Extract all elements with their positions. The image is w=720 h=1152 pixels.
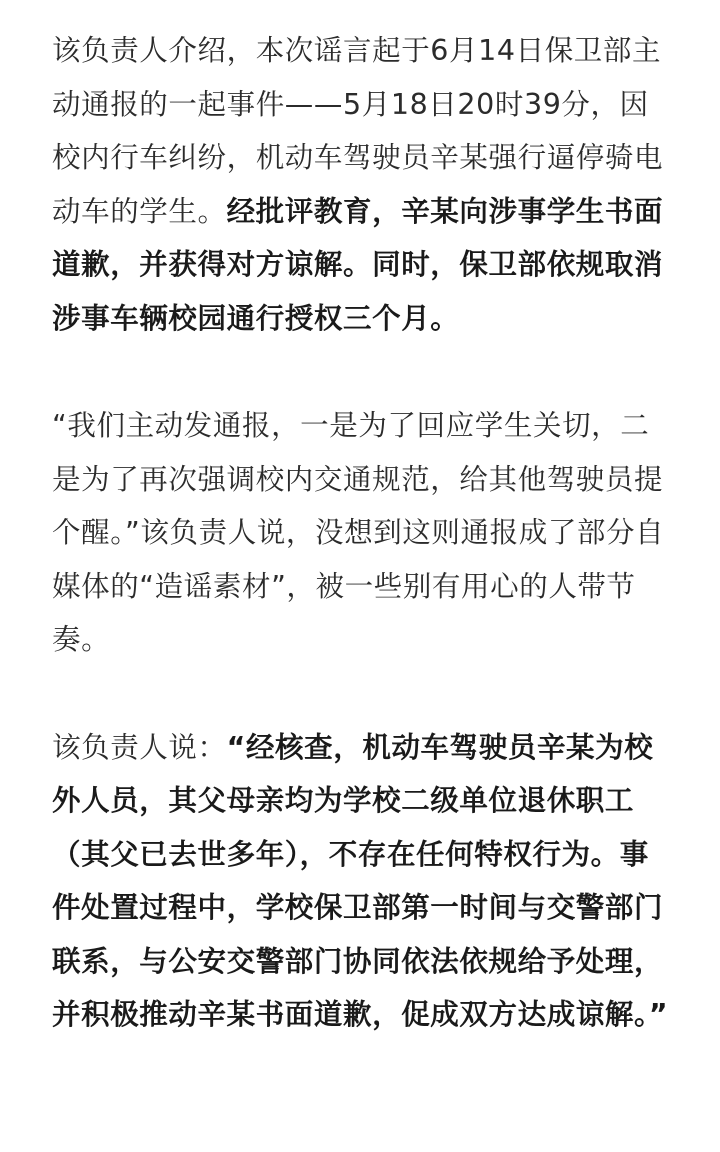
paragraph-2-text: “我们主动发通报，一是为了回应学生关切，二是为了再次强调校内交通规范，给其他驾驶员提个醒。”该负责人说，没想到这则通报成了部分自媒体的“造谣素材”，被一些别有用心的人带节奏。 [52, 409, 665, 656]
article-body [52, 24, 672, 1042]
paragraph-1-text: 该负责人介绍，本次谣言起于6月14日保卫部主动通报的一起事件——5月18日20时39分，因校内行车纠纷，机动车驾驶员辛某强行逼停骑电动车的学生。 [52, 34, 664, 228]
paragraph-3-bold-text: “经核查，机动车驾驶员辛某为校外人员，其父母亲均为学校二级单位退休职工（其父已去世多年），不存在任何特权行为。事件处置过程中，学校保卫部第一时间与交警部门联系，与公安交警部门协同依法依规给予处理，并积极推动辛某书面道歉，促成双方达成谅解。” [52, 730, 669, 1031]
paragraph-1-bold-text: 经批评教育，辛某向涉事学生书面道歉，并获得对方谅解。同时，保卫部依规取消涉事车辆校园通行授权三个月。 [52, 194, 664, 335]
paragraph-3 [52, 721, 672, 1042]
paragraph-1 [52, 24, 672, 345]
paragraph-2 [52, 399, 672, 667]
paragraph-3-text: 该负责人说： [52, 730, 227, 764]
